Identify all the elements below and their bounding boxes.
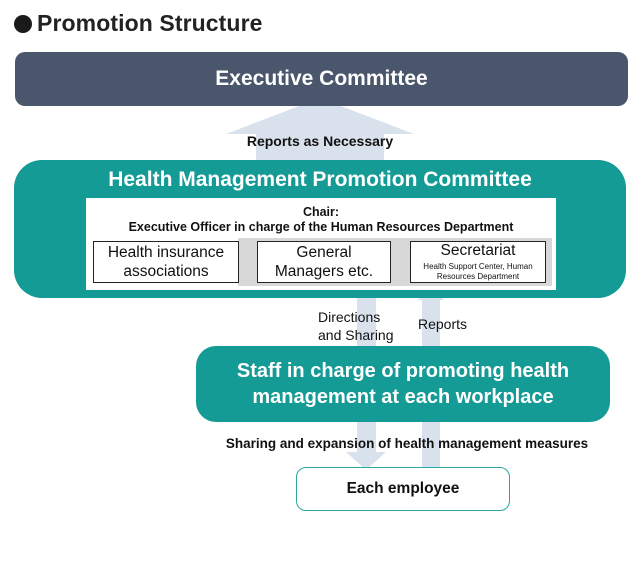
reports-as-necessary-label: Reports as Necessary [246,133,394,149]
committee-members-panel [86,198,556,290]
chair-name: Executive Officer in charge of the Human Resources Department [128,220,514,234]
sharing-expansion-label: Sharing and expansion of health management measures [225,436,589,451]
directions-label [318,308,398,344]
each-employee-label: Each employee [346,480,460,497]
reports-label: Reports [418,316,468,332]
member-line: General [296,244,352,261]
member-line: associations [123,263,209,280]
directions-line1: Directions [318,309,381,325]
health-committee-title: Health Management Promotion Committee [108,168,532,191]
member-general-managers-box [257,241,391,283]
member-line: Health insurance [107,244,225,261]
member-line: Managers etc. [274,263,374,280]
staff-line1: Staff in charge of promoting health [236,360,570,382]
secretariat-sub [423,262,532,282]
each-employee-box [296,467,510,511]
executive-committee-label: Executive Committee [215,67,428,90]
directions-line2: and Sharing [318,327,394,343]
staff-line2: management at each workplace [252,386,554,408]
section-title-text: Promotion Structure [37,10,263,36]
up-arrow-reports-as-necessary [226,98,414,162]
staff-box [196,346,610,422]
member-health-insurance-box [93,241,239,283]
secretariat-sub-line1: Health Support Center, Human [423,262,533,271]
secretariat-title: Secretariat [440,242,516,259]
chair-info [86,205,556,235]
chair-label: Chair: [302,205,340,219]
secretariat-box [410,241,546,283]
secretariat-sub-line2: Resources Department [436,272,520,281]
executive-committee-box [15,52,628,106]
